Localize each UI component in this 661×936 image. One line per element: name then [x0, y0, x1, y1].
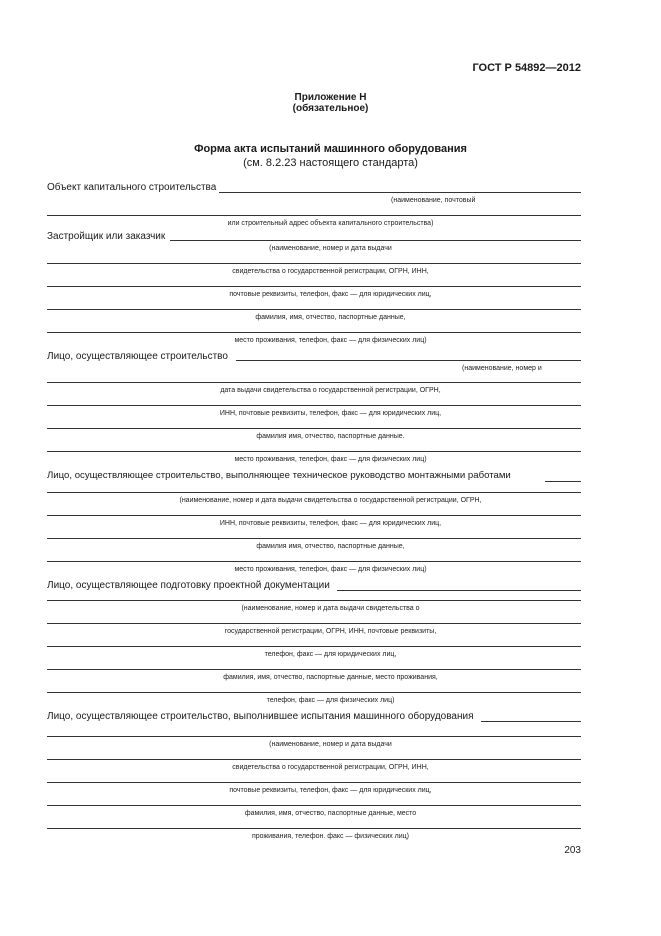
field-label-builder: Лицо, осуществляющее строительство [47, 351, 228, 362]
field-caption: место проживания, телефон, факс — для физических лиц) [234, 456, 427, 463]
fill-line [236, 360, 581, 361]
fill-line [47, 428, 581, 429]
field-caption: дата выдачи свидетельства о государственной регистрации, ОГРН, [220, 387, 441, 394]
field-caption: фамилия, имя, отчество, паспортные данные, место [244, 810, 417, 817]
fill-line [47, 692, 581, 693]
fill-line [545, 481, 581, 482]
field-caption: государственной регистрации, ОГРН, ИНН, почтовые реквизиты, [224, 628, 437, 635]
field-caption: почтовые реквизиты, телефон, факс — для юридических лиц, [229, 291, 432, 298]
field-caption: свидетельства о государственной регистрации, ОГРН, ИНН, [232, 268, 429, 275]
fill-line [47, 669, 581, 670]
field-caption: фамилия имя, отчество, паспортные данные, [256, 543, 405, 550]
field-caption: фамилия, имя, отчество, паспортные данные, место проживания, [223, 674, 438, 681]
field-caption: (наименование, номер и [462, 365, 542, 372]
field-caption: место проживания, телефон, факс — для физических лиц) [234, 566, 427, 573]
fill-line [219, 192, 581, 193]
page-number: 203 [564, 845, 581, 856]
form-title: Форма акта испытаний машинного оборудования [194, 143, 467, 155]
field-caption: телефон, факс — для физических лиц) [266, 697, 395, 704]
fill-line [47, 215, 581, 216]
field-caption: фамилия, имя, отчество, паспортные данные, [255, 314, 406, 321]
field-label-developer: Застройщик или заказчик [47, 231, 166, 242]
fill-line [47, 623, 581, 624]
field-caption: (наименование, номер и дата выдачи [269, 245, 392, 252]
field-caption: ИНН, почтовые реквизиты, телефон, факс — для юридических лиц, [219, 520, 442, 527]
fill-line [47, 600, 581, 601]
field-label-construction-object: Объект капитального строительства [47, 182, 217, 193]
field-caption: ИНН, почтовые реквизиты, телефон, факс — для юридических лиц, [219, 410, 442, 417]
field-label-equipment-tester: Лицо, осуществляющее строительство, выполнившее испытания машинного оборудования [47, 711, 474, 722]
field-caption: (наименование, номер и дата выдачи свидетельства о [241, 605, 420, 612]
field-label-design-preparer: Лицо, осуществляющее подготовку проектной документации [47, 580, 330, 591]
standard-number: ГОСТ Р 54892—2012 [472, 62, 581, 74]
fill-line [47, 309, 581, 310]
fill-line [47, 263, 581, 264]
fill-line [47, 451, 581, 452]
field-caption: телефон, факс — для юридических лиц, [264, 651, 397, 658]
fill-line [170, 240, 581, 241]
field-caption: (наименование, номер и дата выдачи свидетельства о государственной регистрации, ОГРН, [179, 497, 482, 504]
fill-line [47, 736, 581, 737]
fill-line [47, 782, 581, 783]
fill-line [47, 382, 581, 383]
field-caption: или строительный адрес объекта капитального строительства) [227, 220, 434, 227]
fill-line [47, 805, 581, 806]
field-caption: фамилия имя, отчество, паспортные данные. [256, 433, 405, 440]
field-caption: свидетельства о государственной регистрации, ОГРН, ИНН, [232, 764, 429, 771]
fill-line [47, 286, 581, 287]
fill-line [47, 332, 581, 333]
field-caption: почтовые реквизиты, телефон, факс — для юридических лиц, [229, 787, 432, 794]
field-caption: проживания, телефон. факс — физических лиц) [251, 833, 410, 840]
field-caption: (наименование, почтовый [391, 197, 476, 204]
fill-line [47, 515, 581, 516]
fill-line [47, 561, 581, 562]
fill-line [481, 721, 581, 722]
field-label-technical-supervisor: Лицо, осуществляющее строительство, выполняющее техническое руководство монтажными работами [47, 470, 511, 481]
fill-line [47, 538, 581, 539]
field-caption: (наименование, номер и дата выдачи [269, 741, 392, 748]
fill-line [337, 590, 581, 591]
fill-line [47, 828, 581, 829]
form-subtitle: (см. 8.2.23 настоящего стандарта) [243, 157, 418, 169]
annex-title: Приложение Н [294, 92, 367, 103]
fill-line [47, 405, 581, 406]
fill-line [47, 492, 581, 493]
field-caption: место проживания, телефон, факс — для физических лиц) [234, 337, 427, 344]
fill-line [47, 646, 581, 647]
annex-status: (обязательное) [292, 103, 369, 114]
fill-line [47, 759, 581, 760]
